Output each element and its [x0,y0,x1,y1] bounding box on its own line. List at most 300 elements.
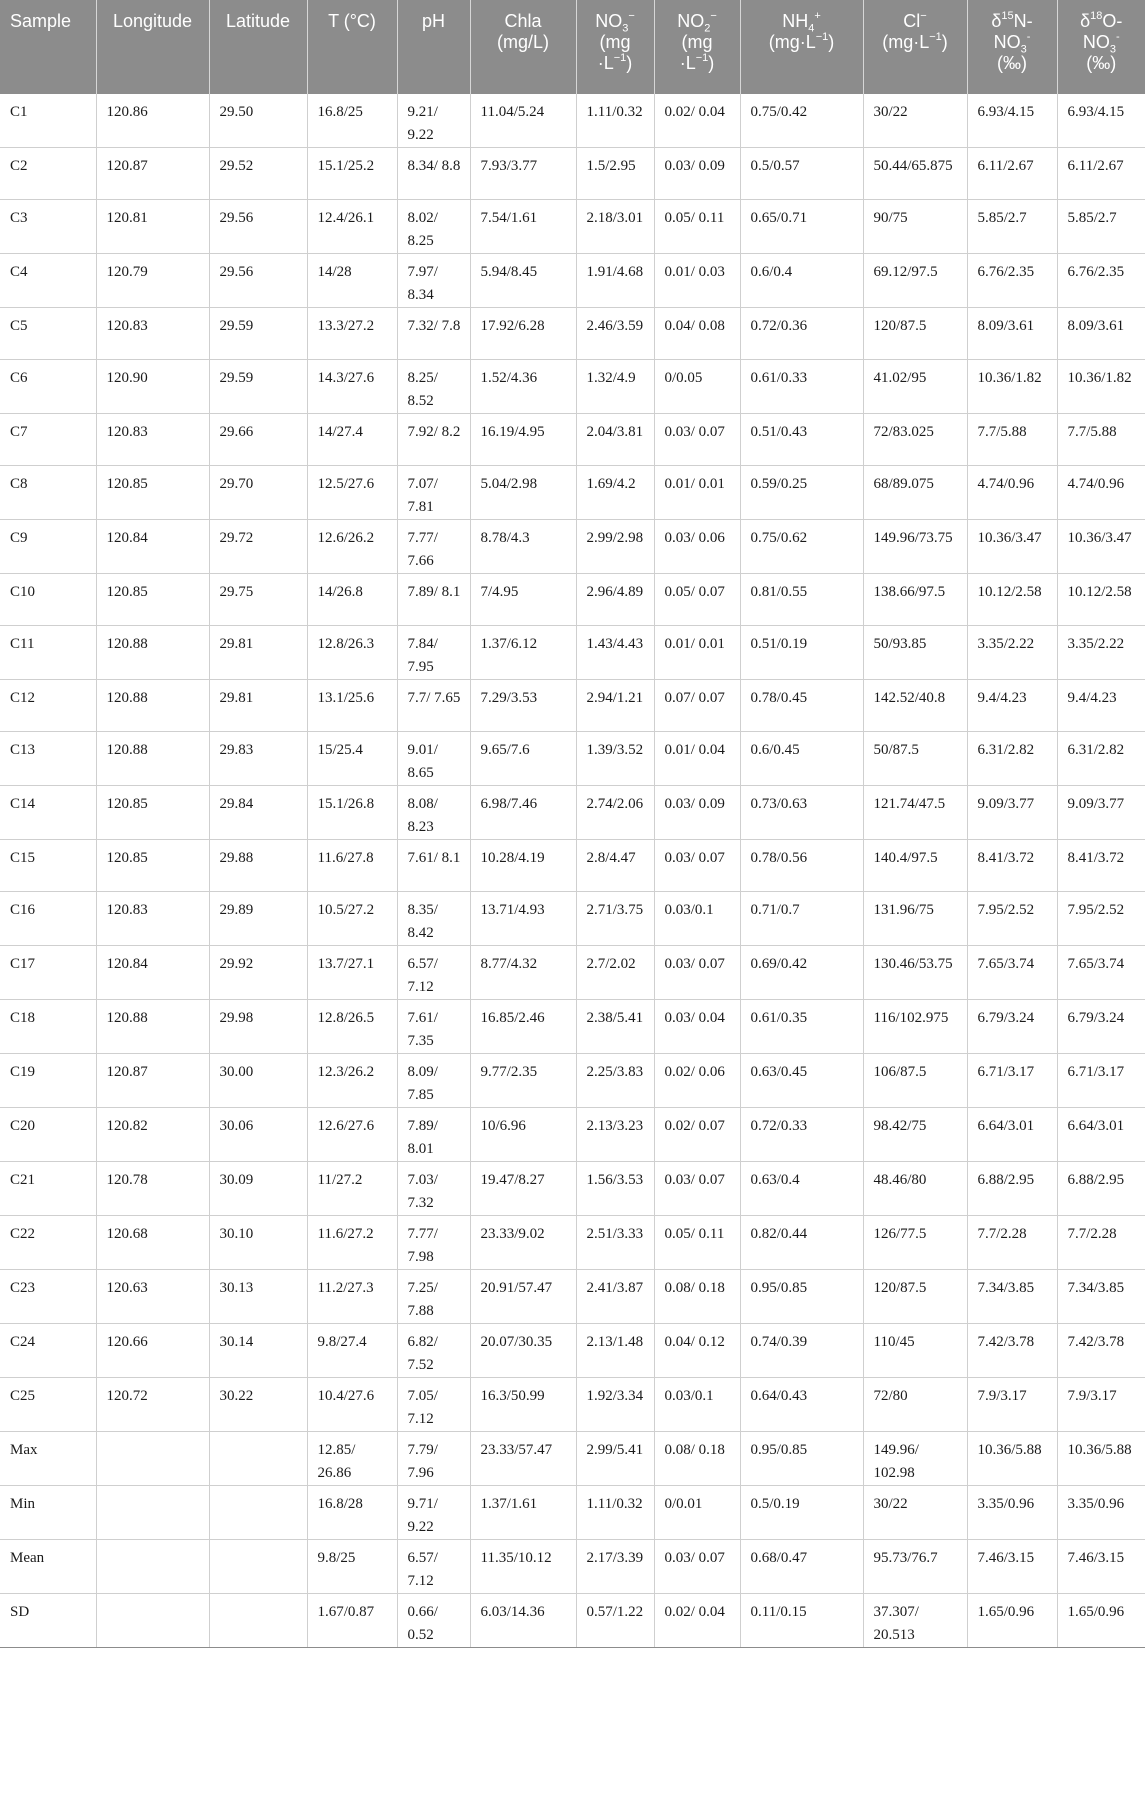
table-cell-cl: 106/87.5 [863,1054,967,1108]
table-cell-longitude [96,1432,209,1486]
header-cl-sup: − [920,10,927,22]
table-cell-ph: 7.92/ 8.2 [397,414,470,466]
table-cell-ph: 9.21/ 9.22 [397,94,470,148]
table-cell-d18o: 7.42/3.78 [1057,1324,1145,1378]
table-cell-cl: 37.307/ 20.513 [863,1594,967,1648]
table-cell-no3: 1.39/3.52 [576,732,654,786]
table-cell-temperature: 12.3/26.2 [307,1054,397,1108]
header-no2-unit-sup: −1 [695,52,709,64]
table-row [0,1216,1145,1270]
table-cell-latitude: 29.75 [209,574,307,626]
header-no3-unit-b: ·L [597,53,614,73]
header-nh4-base: NH [782,11,809,31]
table-cell-temperature: 9.8/27.4 [307,1324,397,1378]
table-body [0,94,1145,1648]
table-cell-cl: 121.74/47.5 [863,786,967,840]
table-cell-chla: 8.77/4.32 [470,946,576,1000]
table-cell-chla: 9.77/2.35 [470,1054,576,1108]
header-chla-line1: Chla [504,11,542,31]
table-cell-d18o: 6.88/2.95 [1057,1162,1145,1216]
table-cell-cl: 130.46/53.75 [863,946,967,1000]
table-cell-longitude [96,1540,209,1594]
table-cell-sample: C16 [0,892,96,946]
table-cell-ph: 7.07/ 7.81 [397,466,470,520]
table-cell-temperature: 13.7/27.1 [307,946,397,1000]
table-cell-temperature: 10.5/27.2 [307,892,397,946]
table-cell-chla: 10.28/4.19 [470,840,576,892]
table-cell-latitude: 29.70 [209,466,307,520]
table-cell-temperature: 12.5/27.6 [307,466,397,520]
table-cell-ph: 7.05/ 7.12 [397,1378,470,1432]
table-cell-no2: 0.01/ 0.01 [654,626,740,680]
header-cl-unit-sup: −1 [929,31,942,43]
table-cell-sample: C14 [0,786,96,840]
table-cell-temperature: 1.67/0.87 [307,1594,397,1648]
table-cell-temperature: 16.8/25 [307,94,397,148]
table-cell-no2: 0.05/ 0.11 [654,200,740,254]
table-cell-latitude: 30.14 [209,1324,307,1378]
table-cell-no2: 0.03/0.1 [654,892,740,946]
table-cell-chla: 11.04/5.24 [470,94,576,148]
table-cell-sample: C24 [0,1324,96,1378]
table-cell-d18o: 9.4/4.23 [1057,680,1145,732]
table-header [0,0,1145,94]
table-cell-sample: C18 [0,1000,96,1054]
table-cell-longitude: 120.86 [96,94,209,148]
table-cell-longitude: 120.72 [96,1378,209,1432]
table-cell-d18o: 7.7/2.28 [1057,1216,1145,1270]
table-cell-chla: 9.65/7.6 [470,732,576,786]
table-row [0,574,1145,626]
table-cell-cl: 48.46/80 [863,1162,967,1216]
table-cell-nh4: 0.95/0.85 [740,1432,863,1486]
table-cell-d15n: 1.65/0.96 [967,1594,1057,1648]
header-d18o-unit: (‰) [1086,53,1117,73]
table-cell-no2: 0.05/ 0.07 [654,574,740,626]
table-row [0,414,1145,466]
table-cell-longitude: 120.79 [96,254,209,308]
table-cell-temperature: 12.4/26.1 [307,200,397,254]
table-cell-sample: C11 [0,626,96,680]
table-cell-sample: C12 [0,680,96,732]
table-cell-sample: Max [0,1432,96,1486]
table-cell-d15n: 7.65/3.74 [967,946,1057,1000]
table-cell-temperature: 15.1/25.2 [307,148,397,200]
table-cell-temperature: 13.1/25.6 [307,680,397,732]
table-cell-latitude: 29.59 [209,360,307,414]
table-cell-d15n: 6.64/3.01 [967,1108,1057,1162]
header-nh4-unit-sup: −1 [815,31,829,43]
table-cell-cl: 110/45 [863,1324,967,1378]
table-cell-sample: C25 [0,1378,96,1432]
table-cell-cl: 120/87.5 [863,1270,967,1324]
table-cell-chla: 1.52/4.36 [470,360,576,414]
table-cell-cl: 138.66/97.5 [863,574,967,626]
table-cell-latitude: 29.81 [209,626,307,680]
table-cell-ph: 9.71/ 9.22 [397,1486,470,1540]
table-cell-d15n: 7.7/2.28 [967,1216,1057,1270]
table-cell-d15n: 6.71/3.17 [967,1054,1057,1108]
table-cell-latitude: 29.89 [209,892,307,946]
table-cell-chla: 16.85/2.46 [470,1000,576,1054]
table-cell-longitude: 120.68 [96,1216,209,1270]
table-cell-nh4: 0.72/0.36 [740,308,863,360]
table-cell-no3: 2.8/4.47 [576,840,654,892]
table-cell-cl: 30/22 [863,1486,967,1540]
table-cell-d15n: 10.36/5.88 [967,1432,1057,1486]
table-cell-no3: 2.25/3.83 [576,1054,654,1108]
table-cell-d15n: 6.93/4.15 [967,94,1057,148]
header-d18o [1057,0,1145,94]
table-cell-longitude: 120.66 [96,1324,209,1378]
table-cell-d15n: 10.12/2.58 [967,574,1057,626]
table-cell-ph: 7.25/ 7.88 [397,1270,470,1324]
table-cell-nh4: 0.81/0.55 [740,574,863,626]
table-cell-ph: 8.02/ 8.25 [397,200,470,254]
table-cell-sample: C1 [0,94,96,148]
table-cell-nh4: 0.82/0.44 [740,1216,863,1270]
table-cell-no2: 0.04/ 0.08 [654,308,740,360]
table-row [0,466,1145,520]
table-cell-no3: 2.94/1.21 [576,680,654,732]
table-cell-nh4: 0.75/0.42 [740,94,863,148]
header-chla [470,0,576,94]
table-cell-nh4: 0.72/0.33 [740,1108,863,1162]
table-cell-ph: 7.89/ 8.1 [397,574,470,626]
table-cell-temperature: 11/27.2 [307,1162,397,1216]
table-cell-ph: 7.97/ 8.34 [397,254,470,308]
table-cell-sample: C6 [0,360,96,414]
table-cell-d15n: 10.36/3.47 [967,520,1057,574]
header-cl-base: Cl [903,11,921,31]
table-cell-longitude: 120.88 [96,732,209,786]
table-cell-d18o: 6.76/2.35 [1057,254,1145,308]
table-cell-nh4: 0.75/0.62 [740,520,863,574]
table-cell-cl: 72/80 [863,1378,967,1432]
table-cell-d15n: 6.88/2.95 [967,1162,1057,1216]
header-no3-unit-c: ) [626,53,633,73]
table-cell-d15n: 6.11/2.67 [967,148,1057,200]
table-cell-cl: 72/83.025 [863,414,967,466]
table-cell-ph: 7.79/ 7.96 [397,1432,470,1486]
table-cell-latitude: 29.83 [209,732,307,786]
table-cell-no3: 2.17/3.39 [576,1540,654,1594]
table-cell-sample: C5 [0,308,96,360]
table-row [0,786,1145,840]
header-chla-unit: (mg/L) [496,32,549,52]
header-no2-unit-c: ) [708,53,715,73]
table-cell-latitude [209,1594,307,1648]
table-cell-sample: C22 [0,1216,96,1270]
table-cell-longitude: 120.87 [96,1054,209,1108]
header-nh4-unit-c: ) [828,32,835,52]
table-cell-chla: 19.47/8.27 [470,1162,576,1216]
table-cell-no2: 0.02/ 0.07 [654,1108,740,1162]
table-cell-sample: C7 [0,414,96,466]
table-cell-latitude: 29.84 [209,786,307,840]
table-cell-longitude [96,1486,209,1540]
table-cell-no3: 1.91/4.68 [576,254,654,308]
table-row [0,626,1145,680]
table-cell-longitude: 120.85 [96,466,209,520]
table-cell-sample: C4 [0,254,96,308]
table-cell-chla: 6.03/14.36 [470,1594,576,1648]
header-d15n-sub: 3 [1020,43,1027,56]
table-row [0,1432,1145,1486]
header-d15n-sup: 15 [1001,10,1014,22]
table-row [0,680,1145,732]
table-cell-latitude: 29.50 [209,94,307,148]
header-cl-unit-c: ) [941,32,948,52]
table-row [0,1054,1145,1108]
table-cell-latitude: 30.06 [209,1108,307,1162]
table-cell-temperature: 11.6/27.8 [307,840,397,892]
header-cl-unit-a: (mg·L [882,32,930,52]
table-cell-temperature: 13.3/27.2 [307,308,397,360]
table-cell-cl: 149.96/ 102.98 [863,1432,967,1486]
table-cell-no3: 1.92/3.34 [576,1378,654,1432]
table-cell-d18o: 6.93/4.15 [1057,94,1145,148]
table-cell-temperature: 14/27.4 [307,414,397,466]
table-cell-chla: 8.78/4.3 [470,520,576,574]
table-cell-ph: 7.77/ 7.66 [397,520,470,574]
table-cell-longitude: 120.85 [96,574,209,626]
table-cell-latitude: 29.66 [209,414,307,466]
table-cell-d15n: 5.85/2.7 [967,200,1057,254]
table-row [0,200,1145,254]
header-d15n-delta: δ [991,11,1002,31]
table-row [0,1000,1145,1054]
table-cell-nh4: 0.74/0.39 [740,1324,863,1378]
table-cell-no3: 1.56/3.53 [576,1162,654,1216]
header-no2-unit-b: ·L [679,53,696,73]
table-cell-nh4: 0.51/0.43 [740,414,863,466]
table-cell-cl: 98.42/75 [863,1108,967,1162]
table-cell-nh4: 0.78/0.45 [740,680,863,732]
table-cell-d18o: 7.7/5.88 [1057,414,1145,466]
table-cell-chla: 7.54/1.61 [470,200,576,254]
table-cell-chla: 23.33/9.02 [470,1216,576,1270]
table-cell-no3: 2.7/2.02 [576,946,654,1000]
table-cell-ph: 8.09/ 7.85 [397,1054,470,1108]
table-cell-d18o: 3.35/0.96 [1057,1486,1145,1540]
header-d15n-b: N- [1013,11,1033,31]
table-cell-ph: 7.61/ 8.1 [397,840,470,892]
table-cell-d15n: 7.46/3.15 [967,1540,1057,1594]
table-cell-latitude: 29.59 [209,308,307,360]
table-cell-sample: C21 [0,1162,96,1216]
table-cell-cl: 140.4/97.5 [863,840,967,892]
table-cell-d15n: 8.09/3.61 [967,308,1057,360]
table-cell-temperature: 12.6/26.2 [307,520,397,574]
table-cell-temperature: 12.8/26.3 [307,626,397,680]
table-cell-no2: 0.03/ 0.06 [654,520,740,574]
table-cell-no2: 0.03/ 0.09 [654,786,740,840]
table-cell-ph: 6.57/ 7.12 [397,1540,470,1594]
table-cell-no2: 0/0.05 [654,360,740,414]
table-cell-sample: C13 [0,732,96,786]
table-cell-sample: C15 [0,840,96,892]
table-cell-longitude: 120.78 [96,1162,209,1216]
table-cell-temperature: 14/26.8 [307,574,397,626]
table-cell-ph: 0.66/ 0.52 [397,1594,470,1648]
table-cell-temperature: 9.8/25 [307,1540,397,1594]
header-d15n-c: NO [993,32,1021,52]
table-cell-ph: 7.84/ 7.95 [397,626,470,680]
table-cell-d18o: 10.12/2.58 [1057,574,1145,626]
header-temperature: T (°C) [307,0,397,94]
table-cell-no3: 0.57/1.22 [576,1594,654,1648]
table-cell-no3: 2.18/3.01 [576,200,654,254]
header-nh4 [740,0,863,94]
table-cell-chla: 16.3/50.99 [470,1378,576,1432]
header-no3 [576,0,654,94]
table-cell-no3: 2.74/2.06 [576,786,654,840]
header-ph: pH [397,0,470,94]
table-cell-nh4: 0.65/0.71 [740,200,863,254]
table-cell-d18o: 8.41/3.72 [1057,840,1145,892]
table-cell-chla: 7.29/3.53 [470,680,576,732]
table-cell-sample: C10 [0,574,96,626]
table-cell-no3: 2.38/5.41 [576,1000,654,1054]
table-cell-sample: C2 [0,148,96,200]
table-cell-longitude: 120.87 [96,148,209,200]
table-row [0,1378,1145,1432]
table-cell-no2: 0.03/ 0.07 [654,414,740,466]
table-cell-chla: 6.98/7.46 [470,786,576,840]
table-cell-no2: 0.08/ 0.18 [654,1270,740,1324]
table-cell-cl: 149.96/73.75 [863,520,967,574]
table-cell-no2: 0.01/ 0.03 [654,254,740,308]
table-cell-sample: Mean [0,1540,96,1594]
table-cell-temperature: 12.8/26.5 [307,1000,397,1054]
header-d18o-sub: 3 [1109,43,1116,56]
table-cell-nh4: 0.61/0.35 [740,1000,863,1054]
header-nh4-sub: 4 [808,22,815,35]
table-cell-latitude [209,1432,307,1486]
table-cell-chla: 5.04/2.98 [470,466,576,520]
table-cell-ph: 8.35/ 8.42 [397,892,470,946]
table-cell-d15n: 6.79/3.24 [967,1000,1057,1054]
table-cell-cl: 50/87.5 [863,732,967,786]
header-longitude: Longitude [96,0,209,94]
header-row [0,0,1145,94]
header-d18o-sup: 18 [1090,10,1103,22]
table-cell-nh4: 0.95/0.85 [740,1270,863,1324]
header-nh4-sup: + [814,10,821,22]
table-row [0,1162,1145,1216]
table-cell-ph: 7.61/ 7.35 [397,1000,470,1054]
table-cell-latitude: 29.72 [209,520,307,574]
header-no2-unit-a: (mg [681,32,713,52]
table-cell-cl: 30/22 [863,94,967,148]
table-cell-d15n: 7.7/5.88 [967,414,1057,466]
table-row [0,840,1145,892]
table-cell-no2: 0.08/ 0.18 [654,1432,740,1486]
table-cell-d15n: 3.35/0.96 [967,1486,1057,1540]
table-cell-chla: 16.19/4.95 [470,414,576,466]
table-cell-latitude: 30.13 [209,1270,307,1324]
table-cell-latitude: 29.52 [209,148,307,200]
table-cell-nh4: 0.6/0.4 [740,254,863,308]
table-row [0,1486,1145,1540]
table-cell-no2: 0.01/ 0.04 [654,732,740,786]
table-cell-chla: 13.71/4.93 [470,892,576,946]
table-cell-longitude: 120.88 [96,626,209,680]
table-cell-latitude: 29.98 [209,1000,307,1054]
table-cell-nh4: 0.6/0.45 [740,732,863,786]
table-cell-cl: 90/75 [863,200,967,254]
table-cell-nh4: 0.73/0.63 [740,786,863,840]
table-cell-chla: 23.33/57.47 [470,1432,576,1486]
header-d18o-c: NO [1082,32,1110,52]
table-row [0,1324,1145,1378]
table-cell-no3: 2.13/3.23 [576,1108,654,1162]
table-row [0,892,1145,946]
table-cell-no2: 0.05/ 0.11 [654,1216,740,1270]
header-no3-unit-a: (mg [599,32,631,52]
table-cell-nh4: 0.71/0.7 [740,892,863,946]
table-cell-d15n: 7.42/3.78 [967,1324,1057,1378]
table-cell-no2: 0.04/ 0.12 [654,1324,740,1378]
table-cell-no3: 2.99/5.41 [576,1432,654,1486]
table-cell-longitude: 120.90 [96,360,209,414]
table-cell-ph: 7.7/ 7.65 [397,680,470,732]
table-cell-nh4: 0.68/0.47 [740,1540,863,1594]
header-no2 [654,0,740,94]
table-cell-no2: 0.01/ 0.01 [654,466,740,520]
table-cell-temperature: 16.8/28 [307,1486,397,1540]
table-cell-d18o: 7.95/2.52 [1057,892,1145,946]
table-cell-no2: 0.02/ 0.04 [654,94,740,148]
table-cell-nh4: 0.51/0.19 [740,626,863,680]
table-cell-d18o: 10.36/1.82 [1057,360,1145,414]
table-cell-sample: C23 [0,1270,96,1324]
table-cell-ph: 7.77/ 7.98 [397,1216,470,1270]
table-cell-nh4: 0.78/0.56 [740,840,863,892]
table-cell-no3: 1.11/0.32 [576,94,654,148]
table-cell-cl: 41.02/95 [863,360,967,414]
table-cell-chla: 5.94/8.45 [470,254,576,308]
table-cell-d15n: 3.35/2.22 [967,626,1057,680]
header-d18o-delta: δ [1080,11,1091,31]
table-cell-d18o: 6.11/2.67 [1057,148,1145,200]
table-cell-chla: 17.92/6.28 [470,308,576,360]
table-cell-nh4: 0.5/0.19 [740,1486,863,1540]
table-cell-latitude: 29.92 [209,946,307,1000]
table-cell-sample: C20 [0,1108,96,1162]
table-cell-temperature: 12.85/ 26.86 [307,1432,397,1486]
table-cell-no2: 0/0.01 [654,1486,740,1540]
table-cell-no2: 0.02/ 0.04 [654,1594,740,1648]
table-cell-temperature: 14/28 [307,254,397,308]
header-d15n-unit: (‰) [997,53,1027,73]
table-cell-d18o: 6.79/3.24 [1057,1000,1145,1054]
table-cell-no3: 1.11/0.32 [576,1486,654,1540]
header-no3-sup: − [628,10,635,22]
table-cell-longitude: 120.83 [96,414,209,466]
table-cell-d15n: 7.9/3.17 [967,1378,1057,1432]
table-cell-cl: 50/93.85 [863,626,967,680]
table-cell-ph: 8.34/ 8.8 [397,148,470,200]
table-cell-no3: 1.43/4.43 [576,626,654,680]
table-cell-d18o: 9.09/3.77 [1057,786,1145,840]
table-cell-cl: 131.96/75 [863,892,967,946]
table-cell-no3: 2.13/1.48 [576,1324,654,1378]
table-row [0,148,1145,200]
table-cell-d18o: 4.74/0.96 [1057,466,1145,520]
table-cell-nh4: 0.59/0.25 [740,466,863,520]
